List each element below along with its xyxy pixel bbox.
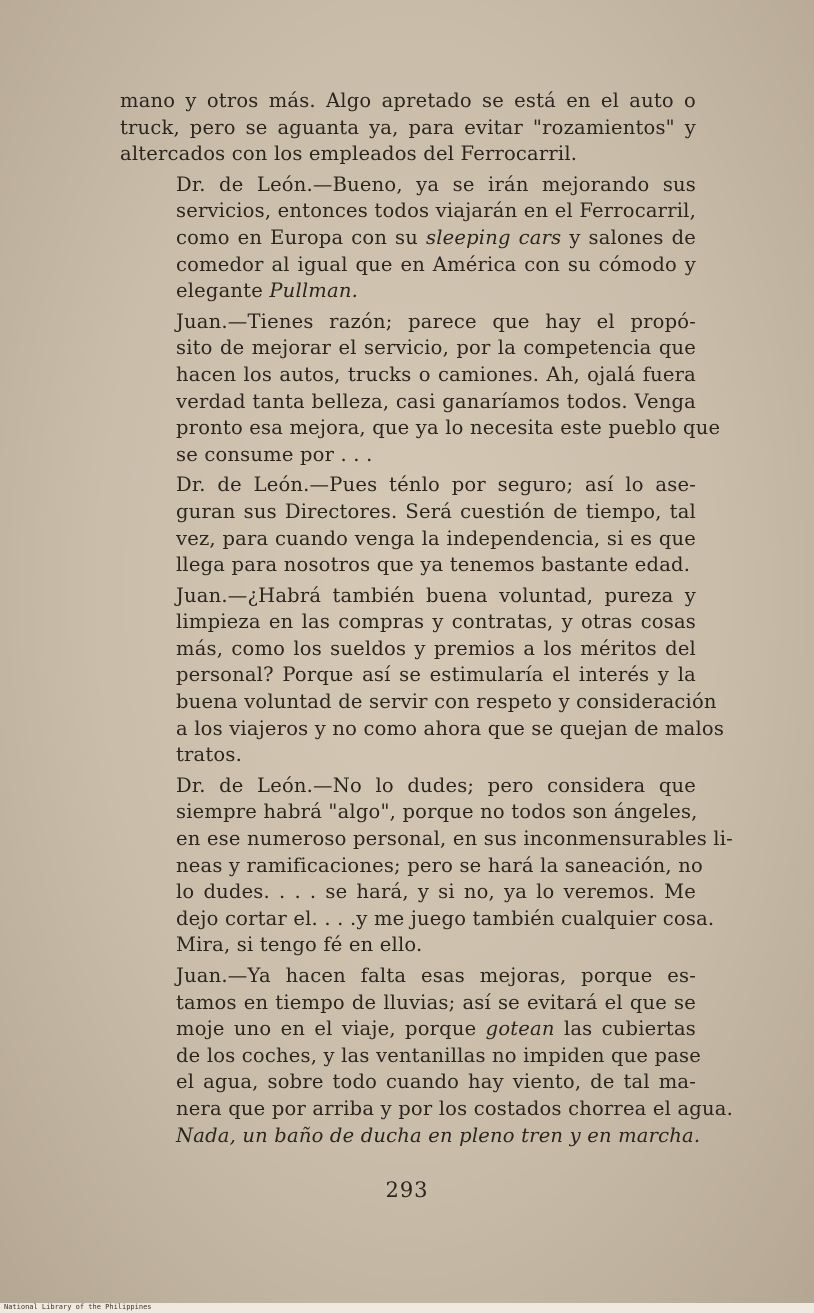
text-line: Dr. de León.—No lo dudes; pero considera que (176, 773, 696, 797)
text-line: neas y ramificaciones; pero se hará la saneación, no (176, 853, 703, 877)
text-line: elegante Pullman. (176, 279, 358, 303)
text-line: personal? Porque así se estimularía el interés y la (176, 663, 696, 687)
text-line: tamos en tiempo de lluvias; así se evitará el que se (176, 990, 696, 1014)
text-line: dejo cortar el. . . .y me juego también cualquier cosa. (176, 906, 715, 930)
text-line: servicios, entonces todos viajarán en el Ferrocarril, (176, 199, 696, 223)
text-line: Juan.—Ya hacen falta esas mejoras, porque es- (176, 964, 696, 987)
paragraph (120, 472, 696, 578)
text-line: Mira, si tengo fé en ello. (176, 933, 423, 957)
paragraph (120, 963, 733, 1149)
text-line: de los coches, y las ventanillas no impiden que pase (176, 1043, 702, 1067)
text-line: limpieza en las compras y contratas, y otras cosas (176, 610, 696, 634)
text-line: tratos. (176, 743, 242, 767)
paragraph (120, 172, 696, 305)
text-line: guran sus Directores. Será cuestión de tiempo, tal (176, 499, 696, 523)
library-credit: National Library of the Philippines (4, 1303, 152, 1311)
text-line: siempre habrá "algo", porque no todos son ángeles, (176, 800, 698, 824)
page-body-text (120, 88, 733, 1149)
text-line: llega para nosotros que ya tenemos bastante edad. (176, 553, 691, 577)
text-line: truck, pero se aguanta ya, para evitar "rozamientos" y (120, 115, 696, 139)
text-line: buena voluntad de servir con respeto y consideración (176, 690, 717, 714)
text-line: sito de mejorar el servicio, por la competencia que (176, 336, 696, 360)
text-line: altercados con los empleados del Ferrocarril. (120, 142, 578, 166)
text-line: en ese numeroso personal, en sus inconmensurables li- (176, 827, 733, 851)
text-line: Dr. de León.—Bueno, ya se irán mejorando sus (176, 172, 696, 196)
text-line: más, como los sueldos y premios a los méritos del (176, 636, 696, 660)
text-line: nera que por arriba y por los costados chorrea el agua. (176, 1096, 733, 1120)
paragraph (120, 583, 725, 769)
text-line: se consume por . . . (176, 442, 373, 466)
text-line: Juan.—¿Habrá también buena voluntad, pureza y (176, 583, 696, 607)
text-line: el agua, sobre todo cuando hay viento, de tal ma- (176, 1070, 696, 1094)
paragraph (120, 773, 733, 959)
paragraph (120, 309, 721, 469)
text-line: hacen los autos, trucks o camiones. Ah, ojalá fuera (176, 362, 696, 386)
text-line: a los viajeros y no como ahora que se quejan de malos (176, 716, 725, 740)
page-number: 293 (385, 1178, 429, 1202)
text-line: como en Europa con su sleeping cars y salones de (176, 225, 697, 249)
paragraph (120, 88, 696, 168)
text-line: moje uno en el viaje, porque gotean las cubiertas (176, 1017, 696, 1041)
text-line: lo dudes. . . . se hará, y si no, ya lo veremos. Me (176, 880, 696, 904)
text-line: pronto esa mejora, que ya lo necesita este pueblo que (176, 416, 721, 440)
text-line: verdad tanta belleza, casi ganaríamos todos. Venga (176, 389, 696, 413)
text-line: mano y otros más. Algo apretado se está en el auto o (120, 89, 696, 112)
text-line: Juan.—Tienes razón; parece que hay el propó- (176, 309, 696, 333)
text-line: vez, para cuando venga la independencia, si es que (176, 526, 696, 550)
text-line: comedor al igual que en América con su cómodo y (176, 252, 696, 276)
text-line: Dr. de León.—Pues ténlo por seguro; así lo ase- (176, 473, 696, 497)
text-line: Nada, un baño de ducha en pleno tren y en marcha. (176, 1123, 701, 1147)
